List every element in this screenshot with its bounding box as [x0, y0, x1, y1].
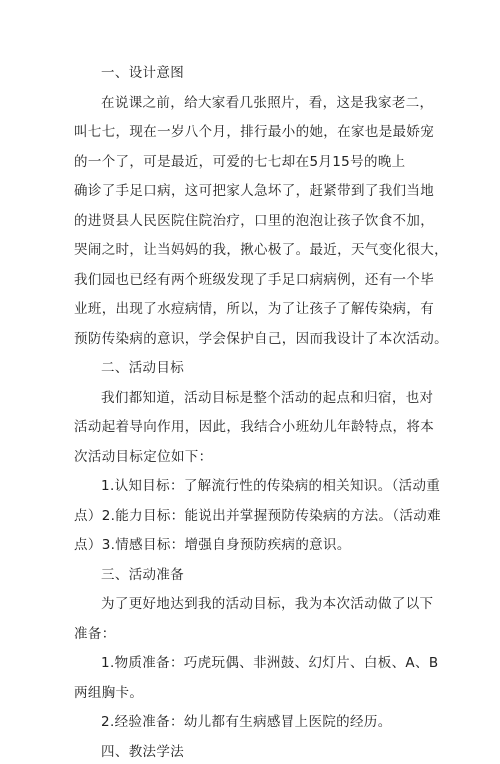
document-body [74, 62, 440, 764]
paragraph-line: 两组胸卡。 [74, 682, 440, 706]
paragraph-line: 次活动目标定位如下： [74, 446, 440, 470]
paragraph-line: 2.经验准备：幼儿都有生病感冒上医院的经历。 [74, 711, 440, 735]
section-heading-design-intent: 一、设计意图 [74, 62, 440, 86]
section-heading-teaching-methods: 四、教法学法 [74, 741, 440, 764]
paragraph-line: 1.物质准备：巧虎玩偶、非洲鼓、幻灯片、白板、A、B [74, 652, 440, 676]
section-heading-activity-goals: 二、活动目标 [74, 357, 440, 381]
paragraph-line: 活动起着导向作用，因此，我结合小班幼儿年龄特点，将本 [74, 416, 440, 440]
paragraph-line: 点）3.情感目标：增强自身预防疾病的意识。 [74, 534, 440, 558]
paragraph-line: 我们都知道，活动目标是整个活动的起点和归宿，也对 [74, 387, 440, 411]
paragraph-line: 的一个了，可是最近，可爱的七七却在5月15号的晚上 [74, 151, 440, 175]
paragraph-line: 在说课之前，给大家看几张照片，看，这是我家老二， [74, 92, 440, 116]
paragraph-line: 1.认知目标：了解流行性的传染病的相关知识。（活动重 [74, 475, 440, 499]
paragraph-line: 点）2.能力目标：能说出并掌握预防传染病的方法。（活动难 [74, 505, 440, 529]
paragraph-line: 叫七七，现在一岁八个月，排行最小的她，在家也是最娇宠 [74, 121, 440, 145]
paragraph-line: 确诊了手足口病，这可把家人急坏了，赶紧带到了我们当地 [74, 180, 440, 204]
section-heading-activity-preparation: 三、活动准备 [74, 564, 440, 588]
paragraph-line: 预防传染病的意识，学会保护自己，因而我设计了本次活动。 [74, 328, 440, 352]
paragraph-line: 哭闹之时，让当妈妈的我，揪心极了。最近，天气变化很大， [74, 239, 440, 263]
paragraph-line: 我们园也已经有两个班级发现了手足口病病例，还有一个毕 [74, 269, 440, 293]
paragraph-line: 为了更好地达到我的活动目标，我为本次活动做了以下 [74, 593, 440, 617]
paragraph-line: 业班，出现了水痘病情，所以，为了让孩子了解传染病，有 [74, 298, 440, 322]
paragraph-line: 的进贤县人民医院住院治疗，口里的泡泡让孩子饮食不加， [74, 210, 440, 234]
paragraph-line: 准备： [74, 623, 440, 647]
